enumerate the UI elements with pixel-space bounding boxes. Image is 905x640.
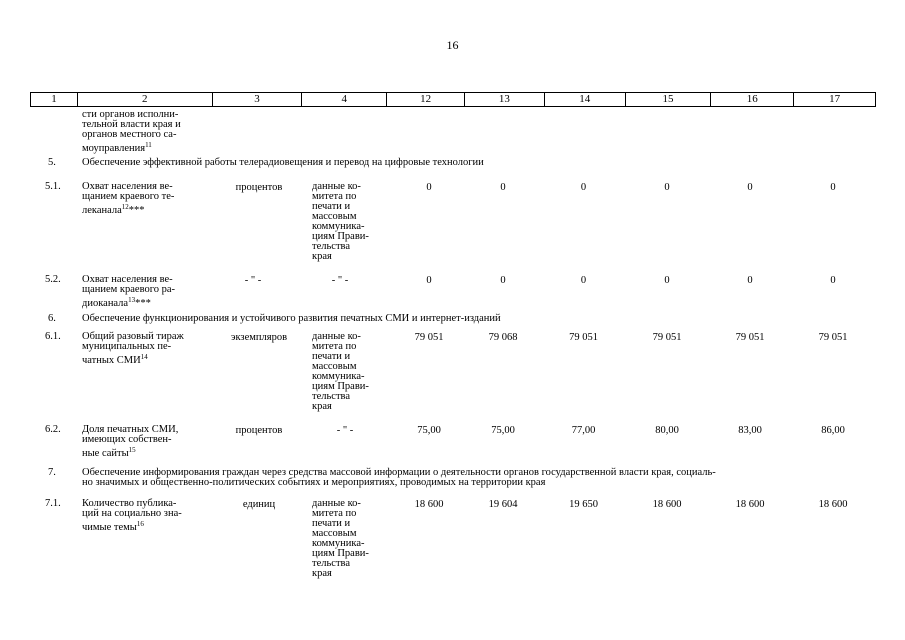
value-col-12: 0: [426, 182, 432, 193]
indicator-name-line: Охват населения ве-: [82, 274, 173, 285]
unit: - " -: [244, 275, 262, 286]
value-col-17: 18 600: [818, 499, 848, 510]
source-line: митета по: [312, 508, 357, 519]
source-line: митета по: [312, 191, 357, 202]
source-line: - " -: [336, 425, 354, 436]
value-col-12: 75,00: [417, 425, 441, 436]
indicator-name-line: Общий разовый тираж: [82, 331, 184, 342]
value-col-17: 86,00: [821, 425, 845, 436]
source-line: края: [312, 568, 332, 579]
section-title: Обеспечение функционирования и устойчивого развития печатных СМИ и интернет-изданий: [82, 313, 501, 324]
table-header-row: [30, 92, 876, 107]
header-col-15: 15: [626, 93, 712, 106]
row-number: 5.2.: [45, 274, 61, 285]
source-line: митета по: [312, 341, 357, 352]
header-col-4: 4: [302, 93, 387, 106]
source-line: массовым: [312, 211, 357, 222]
source-line: массовым: [312, 361, 357, 372]
header-col-12: 12: [387, 93, 465, 106]
source-line: коммуника-: [312, 371, 365, 382]
value-col-13: 19 604: [488, 499, 518, 510]
source-line: коммуника-: [312, 538, 365, 549]
source-line: данные ко-: [312, 331, 361, 342]
header-col-3: 3: [213, 93, 303, 106]
section-title-line: но значимых и общественно-политических событиях и мероприятиях, проводимых на территории края: [82, 477, 546, 488]
indicator-name-line: ные сайты$^{15}$: [82, 446, 136, 459]
value-col-13: 79 068: [488, 332, 518, 343]
section-title-line: Обеспечение информирования граждан через средства массовой информации о деятельности органов государственной власти края, социаль-: [82, 467, 716, 478]
section-number: 7.: [48, 467, 56, 478]
source-line: печати и: [312, 201, 351, 212]
indicator-name-line: муниципальных пе-: [82, 341, 172, 352]
indicator-name-line: чатных СМИ$^{14}$: [82, 353, 148, 366]
source-line: тельства: [312, 391, 351, 402]
section-title: Обеспечение эффективной работы телерадиовещения и перевод на цифровые технологии: [82, 157, 484, 168]
value-col-17: 79 051: [818, 332, 848, 343]
section-number: 6.: [48, 313, 56, 324]
source-line: края: [312, 251, 332, 262]
header-col-14: 14: [545, 93, 626, 106]
value-col-16: 83,00: [738, 425, 762, 436]
value-col-16: 79 051: [735, 332, 765, 343]
continued-line: тельной власти края и: [82, 119, 181, 130]
value-col-15: 79 051: [652, 332, 682, 343]
indicator-name-line: леканала$^{12}$***: [82, 203, 145, 216]
section-number: 5.: [48, 157, 56, 168]
unit: процентов: [235, 182, 283, 193]
value-col-17: 0: [830, 275, 836, 286]
value-col-15: 80,00: [655, 425, 679, 436]
source-line: коммуника-: [312, 221, 365, 232]
row-number: 6.2.: [45, 424, 61, 435]
indicator-name-line: Доля печатных СМИ,: [82, 424, 179, 435]
value-col-12: 18 600: [414, 499, 444, 510]
value-col-14: 0: [580, 275, 587, 286]
source-line: данные ко-: [312, 181, 361, 192]
header-col-16: 16: [711, 93, 794, 106]
source-line: края: [312, 401, 332, 412]
value-col-12: 79 051: [414, 332, 444, 343]
value-col-14: 77,00: [571, 425, 596, 436]
row-number: 7.1.: [45, 498, 61, 509]
continued-line: моуправления$^{11}$: [82, 141, 152, 154]
indicator-name-line: Количество публика-: [82, 498, 177, 509]
value-col-13: 75,00: [491, 425, 515, 436]
header-col-1: 1: [31, 93, 78, 106]
value-col-14: 19 650: [569, 499, 598, 510]
indicator-name-line: Охват населения ве-: [82, 181, 173, 192]
indicator-name-line: ций на социально зна-: [82, 508, 182, 519]
value-col-15: 0: [664, 275, 670, 286]
source-line: - " -: [331, 275, 349, 286]
source-line: печати и: [312, 351, 351, 362]
source-line: печати и: [312, 518, 351, 529]
source-line: данные ко-: [312, 498, 361, 509]
value-col-13: 0: [500, 275, 506, 286]
value-col-15: 0: [664, 182, 670, 193]
header-col-13: 13: [465, 93, 545, 106]
header-col-2: 2: [78, 93, 213, 106]
unit: процентов: [235, 425, 283, 436]
value-col-16: 18 600: [735, 499, 765, 510]
value-col-12: 0: [426, 275, 432, 286]
page-number: 16: [446, 38, 459, 52]
row-number: 6.1.: [45, 331, 61, 342]
value-col-16: 0: [747, 275, 753, 286]
unit: единиц: [242, 499, 276, 510]
source-line: циям Прави-: [312, 231, 369, 242]
value-col-14: 79 051: [569, 332, 598, 343]
indicator-name-line: диоканала$^{13}$***: [82, 296, 151, 309]
source-line: массовым: [312, 528, 357, 539]
value-col-13: 0: [500, 182, 506, 193]
value-col-16: 0: [747, 182, 753, 193]
value-col-15: 18 600: [652, 499, 682, 510]
source-line: тельства: [312, 558, 351, 569]
indicator-name-line: щанием краевого ра-: [82, 284, 176, 295]
row-number: 5.1.: [45, 181, 61, 192]
source-line: циям Прави-: [312, 381, 369, 392]
source-line: тельства: [312, 241, 351, 252]
unit: экземпляров: [230, 332, 288, 343]
continued-line: органов местного са-: [82, 129, 177, 140]
header-col-17: 17: [829, 93, 841, 105]
indicator-name-line: щанием краевого те-: [82, 191, 175, 202]
indicator-name-line: чимые темы$^{16}$: [82, 520, 144, 533]
value-col-14: 0: [580, 182, 587, 193]
continued-line: сти органов исполни-: [82, 109, 179, 120]
value-col-17: 0: [830, 182, 836, 193]
source-line: циям Прави-: [312, 548, 369, 559]
indicator-name-line: имеющих собствен-: [82, 434, 172, 445]
